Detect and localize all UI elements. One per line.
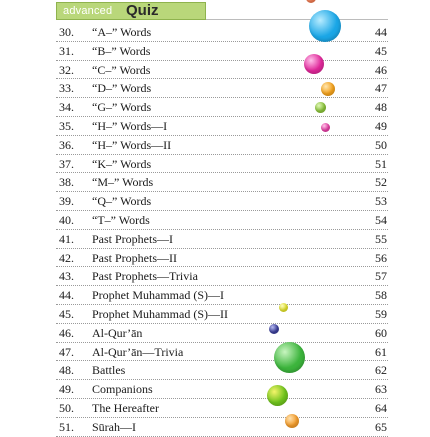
toc-entry-number: 50.	[59, 400, 74, 415]
toc-entry-page: 60	[375, 325, 387, 340]
toc-entry	[0, 192, 430, 211]
decorative-bubble-icon	[269, 324, 279, 334]
toc-entry-title: “C–” Words	[92, 62, 151, 77]
toc-entry-number: 39.	[59, 194, 74, 209]
toc-entry	[0, 286, 430, 305]
toc-entry-number: 48.	[59, 363, 74, 378]
toc-entry	[0, 305, 430, 324]
toc-entry-number: 51.	[59, 419, 74, 434]
toc-entry-title: Prophet Muhammad (S)—I	[92, 288, 224, 303]
toc-entry	[0, 42, 430, 61]
toc-entry	[0, 136, 430, 155]
toc-entry-title: “G–” Words	[92, 100, 152, 115]
toc-entry-page: 52	[375, 175, 387, 190]
toc-entry	[0, 399, 430, 418]
toc-entry-page: 46	[375, 62, 387, 77]
toc-entry-title: “B–” Words	[92, 43, 151, 58]
toc-entry-page: 44	[375, 25, 387, 39]
toc-entry-page: 49	[375, 118, 387, 133]
toc-entry-page: 59	[375, 306, 387, 321]
toc-entry-number: 45.	[59, 306, 74, 321]
toc-entry-page: 48	[375, 100, 387, 115]
toc-entry-title: “H–” Words—II	[92, 137, 172, 152]
toc-entry	[0, 61, 430, 80]
decorative-bubble-icon	[304, 54, 324, 74]
toc-entry-number: 42.	[59, 250, 74, 265]
toc-entry-title: “A–” Words	[92, 25, 152, 39]
decorative-bubble-icon	[315, 102, 326, 113]
header-rule	[206, 19, 388, 20]
toc-entry-page: 47	[375, 81, 387, 96]
toc-entry-title: Past Prophets—Trivia	[92, 269, 198, 284]
toc-entry	[0, 380, 430, 399]
toc-entry-number: 35.	[59, 118, 74, 133]
toc-entry	[0, 418, 430, 437]
toc-entry-title: “H–” Words—I	[92, 118, 168, 133]
toc-entry-title: Sūrah—I	[92, 419, 136, 434]
toc-entry-title: “T–” Words	[92, 212, 150, 227]
decorative-bubble-icon	[285, 414, 299, 428]
toc-entry-page: 63	[375, 382, 387, 397]
section-header	[56, 2, 206, 20]
toc-entry-title: Battles	[92, 363, 126, 378]
toc-entry-number: 32.	[59, 62, 74, 77]
toc-entry	[0, 249, 430, 268]
toc-entry-number: 33.	[59, 81, 74, 96]
toc-entry-number: 41.	[59, 231, 74, 246]
toc-entry-title: Past Prophets—II	[92, 250, 177, 265]
toc-entry-page: 65	[375, 419, 387, 434]
toc-entry-title: Companions	[92, 382, 153, 397]
toc-entry-title: Prophet Muhammad (S)—II	[92, 306, 228, 321]
toc-entry-page: 57	[375, 269, 387, 284]
section-header-prefix: advanced	[63, 5, 113, 17]
dotted-rule	[56, 436, 388, 437]
decorative-bubble-icon	[279, 303, 288, 312]
toc-entry-number: 40.	[59, 212, 74, 227]
toc-entry	[0, 267, 430, 286]
toc-entry-number: 46.	[59, 325, 74, 340]
toc-entry-title: “M–” Words	[92, 175, 154, 190]
toc-entry	[0, 361, 430, 380]
toc-entry-page: 62	[375, 363, 387, 378]
toc-entry	[0, 98, 430, 117]
toc-entry-page: 61	[375, 344, 387, 359]
toc-entry	[0, 79, 430, 98]
decorative-bubble-icon	[267, 385, 288, 406]
section-header-title: Quiz	[126, 2, 159, 19]
toc-entry-number: 44.	[59, 288, 74, 303]
toc-entry-page: 54	[375, 212, 387, 227]
toc-entry-page: 55	[375, 231, 387, 246]
toc-entry	[0, 117, 430, 136]
toc-entry-number: 31.	[59, 43, 74, 58]
toc-entry-number: 38.	[59, 175, 74, 190]
toc-entry-title: “Q–” Words	[92, 194, 152, 209]
toc-entry-page: 58	[375, 288, 387, 303]
toc-entry	[0, 155, 430, 174]
toc-entry-page: 51	[375, 156, 387, 171]
toc-entry-number: 34.	[59, 100, 74, 115]
toc-entry-page: 56	[375, 250, 387, 265]
decorative-bubble-icon	[309, 10, 341, 42]
toc-entry-title: “K–” Words	[92, 156, 152, 171]
toc-entry-number: 37.	[59, 156, 74, 171]
toc-entry-title: Al-Qur’ān	[92, 325, 143, 340]
toc-entry-page: 53	[375, 194, 387, 209]
decorative-bubble-icon	[306, 0, 316, 3]
toc-entry-title: “D–” Words	[92, 81, 152, 96]
toc-entry-title: Past Prophets—I	[92, 231, 173, 246]
decorative-bubble-icon	[321, 82, 335, 96]
toc-entry-title: The Hereafter	[92, 400, 159, 415]
toc-entry	[0, 211, 430, 230]
toc-entry	[0, 324, 430, 343]
toc-entry-title: Al-Qur’ān—Trivia	[92, 344, 184, 359]
toc-entry-number: 49.	[59, 382, 74, 397]
decorative-bubble-icon	[321, 123, 330, 132]
toc-entry	[0, 230, 430, 249]
toc-entry-page: 64	[375, 400, 387, 415]
toc-entry	[0, 23, 430, 42]
toc-entry-number: 36.	[59, 137, 74, 152]
toc-entry	[0, 343, 430, 362]
decorative-bubble-icon	[274, 342, 305, 373]
toc-entry-page: 50	[375, 137, 387, 152]
toc-entry	[0, 173, 430, 192]
toc-entry-number: 30.	[59, 25, 74, 39]
table-of-contents	[0, 23, 430, 437]
toc-entry-page: 45	[375, 43, 387, 58]
toc-entry-number: 43.	[59, 269, 74, 284]
toc-entry-number: 47.	[59, 344, 74, 359]
